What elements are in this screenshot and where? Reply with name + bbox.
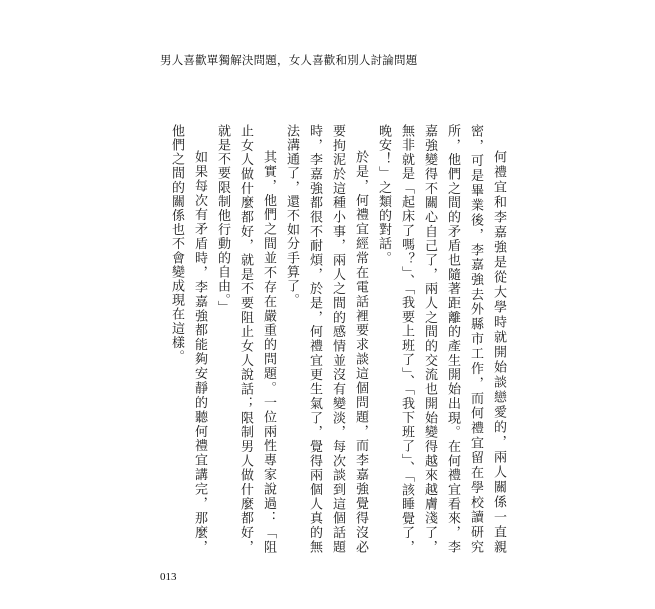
page-number: 013 [160, 571, 177, 583]
paragraph-3: 其實，他們之間並不存在嚴重的問題。一位兩性專家說過：「阻止女人做什麼都好，就是不要阻止女人說話；限制男人做什麼都好，就是不要限制他行動的自由。」 [215, 124, 276, 554]
paragraph-2: 於是，何禮宜經常在電話裡要求談這個問題，而李嘉強覺得沒必要拘泥於這種小事，兩人之間的感情並沒有變淡，每次談到這個話題時，李嘉強都很不耐煩，於是，何禮宜更生氣了，覺得兩個人真的無法溝通了，還不如分手算了。 [284, 124, 368, 554]
vertical-body-text [165, 124, 510, 554]
running-header: 男人喜歡單獨解決問題，女人喜歡和別人討論問題 [160, 53, 418, 67]
paragraph-1: 何禮宜和李嘉強是從大學時就開始談戀愛的，兩人關係一直親密，可是畢業後，李嘉強去外縣市工作，而何禮宜留在學校讀研究所，他們之間的矛盾也隨著距離的產生開始出現。在何禮宜看來，李嘉強變得不關心自己了，兩人之間的交流也開始變得越來越膚淺了，無非就是「起床了嗎？」、「我要上班了」、「我下班了」、「該睡覺了，晚安！」之類的對話。 [376, 124, 506, 554]
paragraph-4: 如果每次有矛盾時，李嘉強都能夠安靜的聽何禮宜講完，那麼，他們之間的關係也不會變成現在這樣。 [169, 124, 207, 554]
